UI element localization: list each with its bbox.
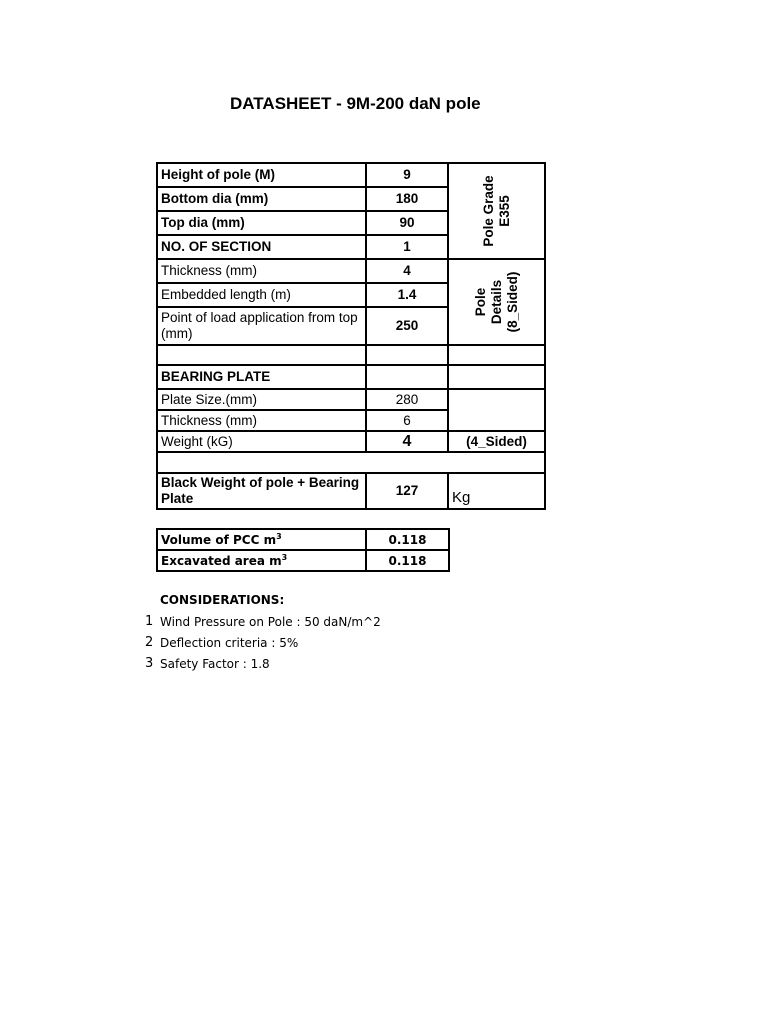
list-item-text: Wind Pressure on Pole : 50 daN/m^2 xyxy=(160,615,381,629)
black-weight-unit: Kg xyxy=(448,473,545,509)
height-value: 9 xyxy=(366,163,448,187)
empty-cell xyxy=(366,365,448,389)
black-weight-value: 127 xyxy=(366,473,448,509)
top-dia-value: 90 xyxy=(366,211,448,235)
weight-note: (4_Sided) xyxy=(448,431,545,452)
table-row xyxy=(157,452,545,473)
thickness-value: 4 xyxy=(366,259,448,283)
excavated-value: 0.118 xyxy=(366,550,449,571)
table-row xyxy=(157,550,449,571)
table-row xyxy=(157,389,545,410)
plate-thickness-value: 6 xyxy=(366,410,448,431)
embedded-label: Embedded length (m) xyxy=(157,283,366,307)
empty-cell xyxy=(157,452,545,473)
load-point-label: Point of load application from top (mm) xyxy=(157,307,366,345)
list-item xyxy=(145,655,381,676)
empty-cell xyxy=(448,389,545,431)
table-row xyxy=(157,473,545,509)
list-item-number: 1 xyxy=(145,614,154,629)
list-item-number: 3 xyxy=(145,656,154,671)
table-row xyxy=(157,345,545,365)
weight-value: 4 xyxy=(366,431,448,452)
plate-size-value: 280 xyxy=(366,389,448,410)
page-title: DATASHEET - 9M-200 daN pole xyxy=(230,94,481,113)
pole-details-cell xyxy=(448,259,545,345)
empty-cell xyxy=(366,345,448,365)
black-weight-label: Black Weight of pole + Bearing Plate xyxy=(157,473,366,509)
table-row xyxy=(157,365,545,389)
height-label: Height of pole (M) xyxy=(157,163,366,187)
table-row xyxy=(157,163,545,187)
thickness-label: Thickness (mm) xyxy=(157,259,366,283)
plate-size-label: Plate Size.(mm) xyxy=(157,389,366,410)
bottom-dia-label: Bottom dia (mm) xyxy=(157,187,366,211)
bottom-dia-value: 180 xyxy=(366,187,448,211)
considerations-title: CONSIDERATIONS: xyxy=(160,593,285,607)
excavated-label: Excavated area $m^3$ xyxy=(157,550,366,571)
table-row xyxy=(157,431,545,452)
list-item-number: 2 xyxy=(145,635,154,650)
pcc-value: 0.118 xyxy=(366,529,449,550)
top-dia-label: Top dia (mm) xyxy=(157,211,366,235)
pcc-label: Volume of PCC $m^3$ xyxy=(157,529,366,550)
plate-thickness-label: Thickness (mm) xyxy=(157,410,366,431)
table-row xyxy=(157,529,449,550)
weight-label: Weight (kG) xyxy=(157,431,366,452)
empty-cell xyxy=(448,365,545,389)
load-point-value: 250 xyxy=(366,307,448,345)
list-item xyxy=(145,613,381,634)
volume-table xyxy=(156,528,450,572)
table-row xyxy=(157,259,545,283)
empty-cell xyxy=(157,345,366,365)
embedded-value: 1.4 xyxy=(366,283,448,307)
pole-grade-label: Pole Grade E355 xyxy=(480,175,512,247)
pole-datasheet-table xyxy=(156,162,546,510)
sections-label: NO. OF SECTION xyxy=(157,235,366,259)
list-item-text: Deflection criteria : 5% xyxy=(160,636,299,650)
pole-details-label: Pole Details (8_Sided) xyxy=(472,271,520,333)
sections-value: 1 xyxy=(366,235,448,259)
pole-grade-cell xyxy=(448,163,545,259)
empty-cell xyxy=(448,345,545,365)
bearing-plate-label: BEARING PLATE xyxy=(157,365,366,389)
list-item xyxy=(145,634,381,655)
list-item-text: Safety Factor : 1.8 xyxy=(160,657,270,671)
considerations-section xyxy=(145,593,381,676)
